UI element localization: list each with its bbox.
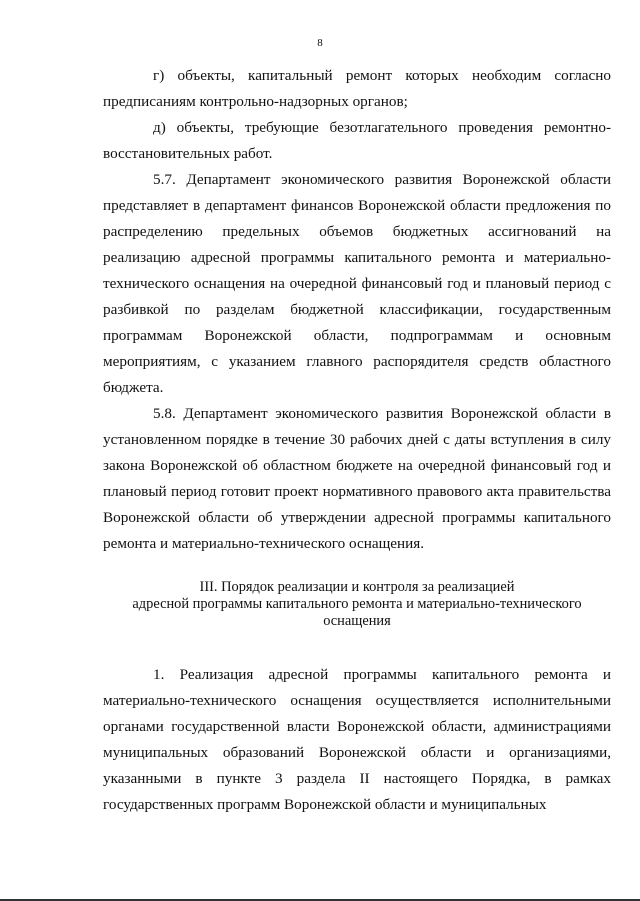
paragraph-1: 1. Реализация адресной программы капитального ремонта и материально-технического оснащения осуществляется исполнительными органами государственной власти Воронежской области, администрациями муниципальных образований Воронежской области и организациями, указанными в пункте 3 раздела II настоящего Порядка, в рамках государственных программ Воронежской области и муниципальных: [103, 666, 611, 813]
body-text-upper: [103, 63, 611, 557]
section-heading-line: III. Порядок реализации и контроля за реализацией: [199, 579, 515, 595]
section-heading: [103, 579, 611, 630]
paragraph-5-7: 5.7. Департамент экономического развития Воронежской области представляет в департамент финансов Воронежской области предложения по распределению предельных объемов бюджетных ассигнований на реализацию адресной программы капитального ремонта и материально-технического оснащения на очередной финансовый год и плановый период с разбивкой по разделам бюджетной классификации, государственным программам Воронежской области, подпрограммам и основным мероприятиям, с указанием главного распорядителя средств областного бюджета.: [103, 171, 611, 396]
page-number: 8: [317, 37, 323, 49]
paragraph-5-8: 5.8. Департамент экономического развития Воронежской области в установленном порядке в течение 30 рабочих дней с даты вступления в силу закона Воронежской об областном бюджете на очередной финансовый год и плановый период готовит проект нормативного правового акта правительства Воронежской области об утверждении адресной программы капитального ремонта и материально-технического оснащения.: [103, 405, 611, 552]
body-text-lower: [103, 662, 611, 818]
paragraph-item-d: д) объекты, требующие безотлагательного проведения ремонтно-восстановительных работ.: [103, 119, 611, 162]
paragraph-item-g: г) объекты, капитальный ремонт которых необходим согласно предписаниям контрольно-надзорных органов;: [103, 67, 611, 110]
section-heading-line: адресной программы капитального ремонта и материально-технического: [132, 596, 582, 612]
section-heading-line: оснащения: [323, 613, 391, 629]
